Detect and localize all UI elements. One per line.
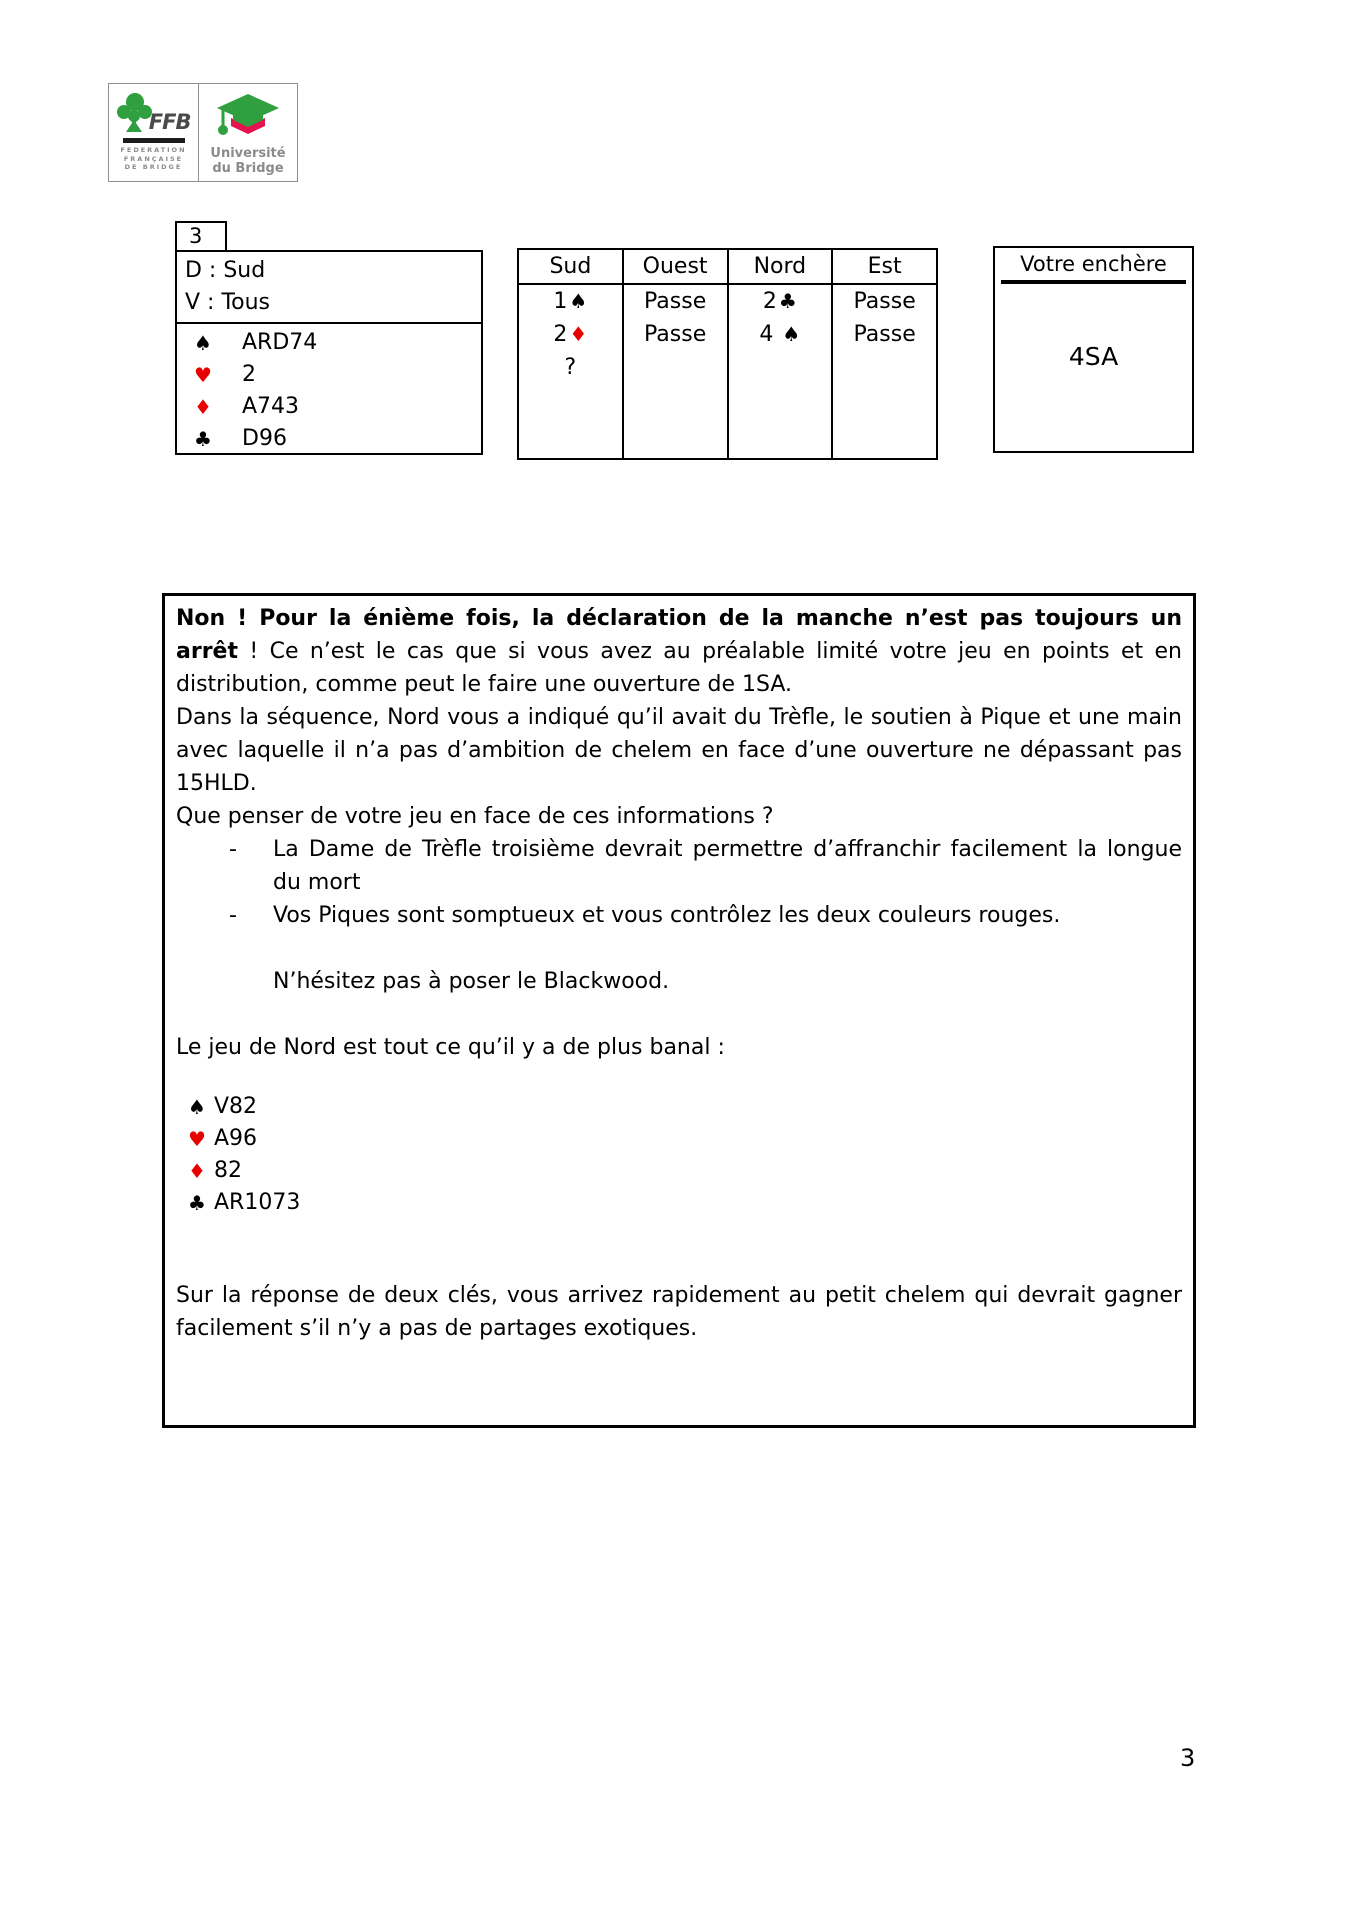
page-number: 3 (1180, 1744, 1196, 1772)
empty-cell (518, 384, 623, 459)
deal-number-tab: 3 (175, 221, 227, 252)
ffb-divider-bar (123, 138, 185, 143)
paragraph-question: Que penser de votre jeu en face de ces informations ? (176, 804, 774, 829)
bid-cell: Passe (623, 284, 728, 318)
explanation-box (162, 593, 1196, 1428)
bid-cell (623, 351, 728, 384)
hand-cards: D96 (242, 426, 287, 451)
university-cap-icon (211, 92, 285, 142)
empty-cell (728, 384, 833, 459)
red-suit-icon: ♦ (188, 1159, 206, 1183)
university-text: Université du Bridge (210, 146, 286, 176)
red-suit-icon: ♦ (194, 395, 212, 419)
black-suit-icon: ♠ (782, 322, 801, 346)
bid-cell (728, 351, 833, 384)
bidding-row (518, 351, 937, 384)
vulnerability-label: V : Tous (185, 290, 271, 315)
black-suit-icon: ♣ (778, 289, 797, 313)
north-hand (176, 1091, 1182, 1219)
bullet-item (176, 833, 1182, 899)
hand-row (194, 391, 481, 423)
hand-row (188, 1187, 1182, 1219)
hand-row (194, 359, 481, 391)
answer-box-rule (1001, 280, 1186, 284)
bullet-list (176, 833, 1182, 932)
bidding-table (517, 248, 938, 460)
paragraph-sequence: Dans la séquence, Nord vous a indiqué qu’il avait du Trèfle, le soutien à Pique et une main avec laquelle il n’a pas d’ambition de chelem en face d’une ouverture ne dépassant pas 15HLD. (176, 705, 1182, 796)
empty-cell (832, 384, 937, 459)
bidding-header-ouest: Ouest (623, 249, 728, 284)
bidding-header-nord: Nord (728, 249, 833, 284)
paragraph-north-intro: Le jeu de Nord est tout ce qu’il y a de plus banal : (176, 1035, 725, 1060)
intro-rest-text: ! Ce n’est le cas que si vous avez au préalable limité votre jeu en points et en distribution, comme peut le faire une ouverture de 1SA. (176, 639, 1182, 697)
bullet-dash: - (229, 837, 237, 862)
hand-cards: ARD74 (242, 330, 318, 355)
paragraph-conclusion: Sur la réponse de deux clés, vous arrivez rapidement au petit chelem qui devrait gagner facilement s’il n’y a pas de partages exotiques. (176, 1283, 1182, 1341)
bid-cell: ? (518, 351, 623, 384)
ffb-university-logo (108, 83, 298, 182)
hand-cards: 82 (214, 1158, 242, 1183)
answer-box (993, 246, 1194, 453)
hand-row (194, 327, 481, 359)
bidding-filler-row (518, 384, 937, 459)
bid-cell (832, 351, 937, 384)
deal-header (177, 252, 481, 324)
bullet-dash: - (229, 903, 237, 928)
university-logo-cell (199, 84, 297, 181)
bullet-text: Vos Piques sont somptueux et vous contrôlez les deux couleurs rouges. (273, 903, 1061, 928)
ffb-logo-cell (109, 84, 199, 181)
red-suit-icon: ♦ (569, 322, 588, 346)
bidding-row (518, 284, 937, 318)
deal-box (175, 250, 483, 455)
ffb-acronym: FFB (148, 110, 191, 134)
bidding-header-sud: Sud (518, 249, 623, 284)
hand-row (188, 1091, 1182, 1123)
bidding-row (518, 318, 937, 351)
paragraph-intro (176, 602, 1182, 701)
spacer (176, 932, 1182, 965)
spacer (176, 1064, 1182, 1091)
red-suit-icon: ♥ (194, 363, 212, 387)
bid-cell: 2 ♦ (518, 318, 623, 351)
spacer (176, 998, 1182, 1031)
advice-line: N’hésitez pas à poser le Blackwood. (273, 969, 670, 994)
bid-cell: 2 ♣ (728, 284, 833, 318)
black-suit-icon: ♠ (188, 1095, 206, 1119)
empty-cell (623, 384, 728, 459)
south-hand (177, 324, 481, 455)
intro-bold-text: Non ! Pour la énième fois, la déclaration de la manche n’est pas toujours un arrêt (176, 606, 1182, 664)
bid-cell: 1 ♠ (518, 284, 623, 318)
ffb-federation-text: FEDERATION FRANÇAISE DE BRIDGE (120, 146, 187, 171)
black-suit-icon: ♣ (188, 1191, 206, 1215)
black-suit-icon: ♠ (569, 289, 588, 313)
bid-cell: Passe (832, 284, 937, 318)
spacer (176, 1219, 1182, 1279)
bullet-item (176, 899, 1182, 932)
answer-value: 4SA (1068, 342, 1119, 371)
bid-cell: Passe (623, 318, 728, 351)
answer-box-title: Votre enchère (1020, 252, 1167, 276)
bullet-text: La Dame de Trèfle troisième devrait permettre d’affranchir facilement la longue du mort (273, 837, 1182, 895)
hand-cards: AR1073 (214, 1190, 301, 1215)
black-suit-icon: ♣ (194, 427, 212, 451)
black-suit-icon: ♠ (194, 331, 212, 355)
red-suit-icon: ♥ (188, 1127, 206, 1151)
bid-cell: 4 ♠ (728, 318, 833, 351)
hand-row (194, 423, 481, 455)
hand-cards: A96 (214, 1126, 258, 1151)
hand-row (188, 1123, 1182, 1155)
bidding-header-est: Est (832, 249, 937, 284)
hand-cards: A743 (242, 394, 300, 419)
hand-cards: V82 (214, 1094, 258, 1119)
dealer-label: D : Sud (185, 258, 266, 283)
bid-cell: Passe (832, 318, 937, 351)
hand-cards: 2 (242, 362, 256, 387)
hand-row (188, 1155, 1182, 1187)
